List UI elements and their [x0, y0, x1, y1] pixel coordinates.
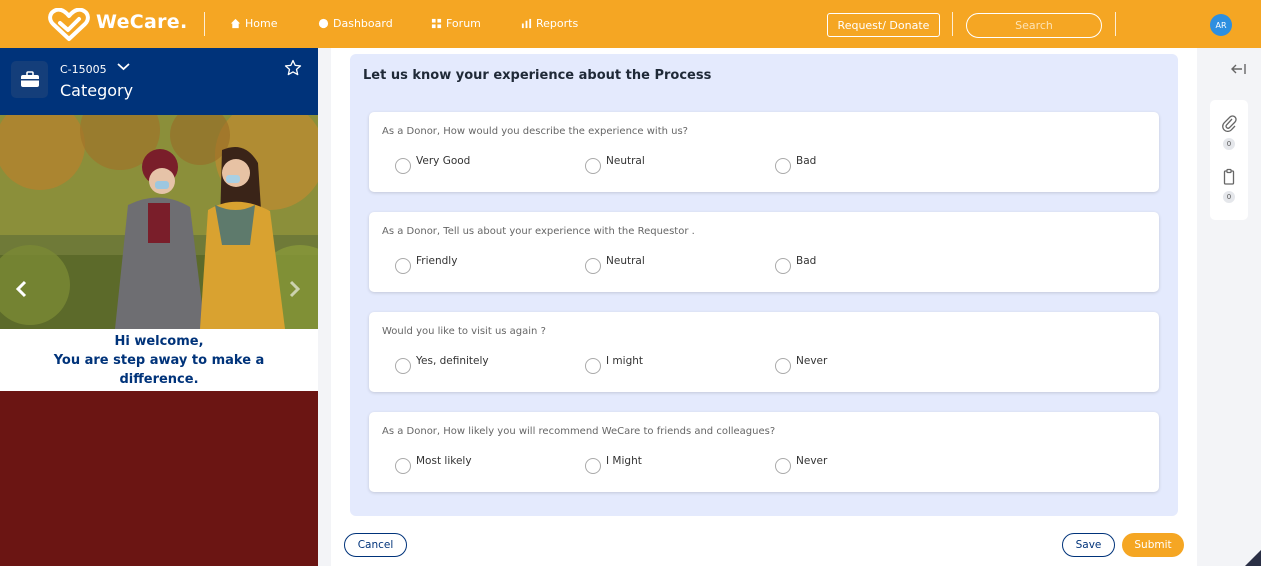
briefcase-icon [11, 61, 48, 98]
save-button[interactable]: Save [1062, 533, 1115, 557]
collapse-panel-icon[interactable] [1230, 62, 1248, 76]
radio-option[interactable] [775, 252, 816, 274]
radio-label: Very Good [416, 155, 471, 167]
radio-label: Neutral [606, 155, 645, 167]
survey-panel [350, 54, 1178, 516]
main-content [331, 48, 1197, 566]
submit-button[interactable]: Submit [1122, 533, 1184, 557]
radio-button[interactable] [775, 258, 791, 274]
radio-option[interactable] [775, 152, 816, 174]
survey-title: Let us know your experience about the Process [363, 68, 712, 83]
question-text: Would you like to visit us again ? [382, 326, 546, 337]
top-nav-bar [0, 0, 1261, 48]
radio-label: Friendly [416, 255, 458, 267]
welcome-line-1: Hi welcome, [114, 334, 204, 349]
welcome-message [0, 329, 318, 391]
carousel-prev-icon[interactable] [14, 280, 28, 298]
radio-option[interactable] [395, 252, 457, 274]
radio-label: Never [796, 455, 828, 467]
radio-label: Neutral [606, 255, 645, 267]
radio-option[interactable] [395, 352, 489, 374]
radio-button[interactable] [585, 458, 601, 474]
category-header [0, 48, 318, 115]
divider [204, 12, 205, 36]
clipboard-count: 0 [1223, 191, 1235, 203]
wecare-logo-icon[interactable] [48, 8, 90, 42]
search-input[interactable] [966, 13, 1102, 38]
star-icon[interactable] [284, 59, 302, 77]
category-code: C-15005 [60, 63, 107, 76]
divider [952, 12, 953, 36]
radio-option[interactable] [585, 252, 645, 274]
radio-button[interactable] [395, 258, 411, 274]
request-donate-button[interactable]: Request/ Donate [827, 13, 940, 37]
radio-button[interactable] [585, 358, 601, 374]
radio-button[interactable] [775, 358, 791, 374]
right-tool-rail [1210, 100, 1248, 220]
radio-button[interactable] [395, 358, 411, 374]
carousel-image [0, 115, 318, 329]
brand-name: WeCare. [96, 11, 188, 33]
cancel-button[interactable]: Cancel [344, 533, 407, 557]
radio-option[interactable] [775, 352, 827, 374]
category-title: Category [60, 81, 134, 100]
radio-button[interactable] [775, 158, 791, 174]
attachments-count: 0 [1223, 138, 1235, 150]
radio-option[interactable] [585, 452, 642, 474]
nav-dashboard-label: Dashboard [333, 17, 393, 30]
radio-label: Most likely [416, 455, 472, 467]
radio-label: Bad [796, 255, 817, 267]
home-icon [230, 18, 241, 29]
forum-icon [431, 18, 442, 29]
radio-label: Yes, definitely [416, 355, 489, 367]
nav-reports-label: Reports [536, 17, 579, 30]
left-panel [0, 48, 318, 566]
question-text: As a Donor, Tell us about your experience with the Requestor . [382, 226, 695, 237]
question-text: As a Donor, How likely you will recommend WeCare to friends and colleagues? [382, 426, 776, 437]
radio-button[interactable] [395, 158, 411, 174]
divider [1115, 12, 1116, 36]
radio-option[interactable] [585, 152, 645, 174]
radio-option[interactable] [395, 452, 472, 474]
paperclip-icon[interactable] [1220, 114, 1238, 132]
radio-button[interactable] [395, 458, 411, 474]
radio-option[interactable] [395, 152, 470, 174]
question-card [369, 212, 1159, 292]
radio-button[interactable] [775, 458, 791, 474]
nav-home[interactable] [230, 17, 277, 30]
radio-button[interactable] [585, 258, 601, 274]
user-avatar[interactable]: AR [1210, 14, 1232, 36]
radio-label: I might [606, 355, 644, 367]
radio-label: I Might [606, 455, 642, 467]
question-card [369, 112, 1159, 192]
question-card [369, 312, 1159, 392]
nav-forum[interactable] [431, 17, 481, 30]
nav-dashboard[interactable] [318, 17, 393, 30]
radio-option[interactable] [585, 352, 643, 374]
clipboard-icon[interactable] [1220, 168, 1238, 186]
chevron-down-icon[interactable] [117, 62, 130, 71]
corner-decoration [1245, 550, 1261, 566]
radio-label: Never [796, 355, 828, 367]
nav-forum-label: Forum [446, 17, 481, 30]
radio-label: Bad [796, 155, 817, 167]
welcome-line-2: You are step away to make a difference. [53, 353, 265, 387]
sidebar-footer-panel [0, 391, 318, 566]
nav-home-label: Home [245, 17, 278, 30]
dashboard-icon [318, 18, 329, 29]
question-card [369, 412, 1159, 492]
question-text: As a Donor, How would you describe the experience with us? [382, 126, 688, 137]
reports-icon [521, 18, 532, 29]
nav-reports[interactable] [521, 17, 578, 30]
carousel-next-icon[interactable] [288, 280, 302, 298]
radio-button[interactable] [585, 158, 601, 174]
radio-option[interactable] [775, 452, 827, 474]
